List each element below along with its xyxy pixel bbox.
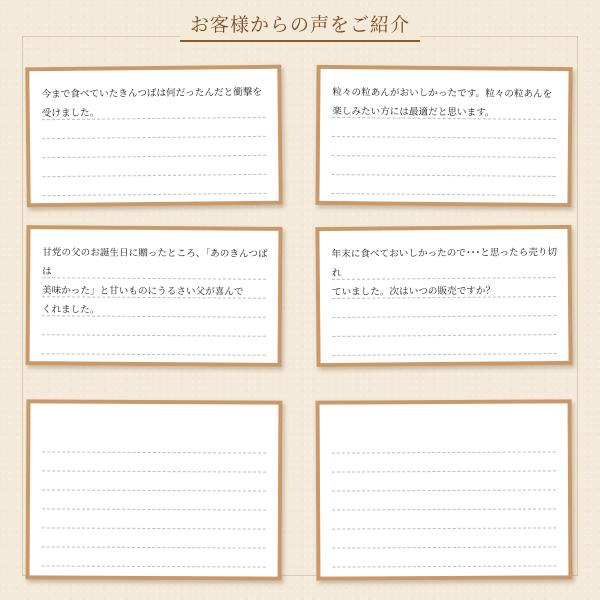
testimonial-card-1 (25, 65, 282, 208)
testimonial-text: 年末に食べておいしかったので･･･と思ったら売り切れ ていました。次はいつの販売ですか？ (331, 247, 558, 298)
ruled-lines (332, 433, 557, 564)
testimonial-card-6 (316, 399, 573, 580)
ruled-lines (42, 433, 267, 564)
testimonial-text: 粒々の粒あんがおいしかったです。粒々の粒あんを 楽しみたい方には最適だと思います。 (332, 87, 553, 119)
testimonial-text (42, 417, 270, 418)
testimonial-card-5 (26, 399, 283, 580)
section-title: お客様からの声をご紹介 (189, 14, 410, 36)
testimonial-text: 甘党の父のお誕生日に贈ったところ、「あのきんつばは 美味かった」と甘いものにうるさい父が喜んで くれました。 (41, 247, 268, 316)
title-underline (180, 40, 420, 42)
testimonial-card-4 (315, 225, 572, 367)
testimonial-card-2 (315, 65, 572, 207)
testimonial-text: 今まで食べていたきんつばは何だったんだと衝撃を 受けました。 (41, 86, 263, 120)
testimonial-text (332, 417, 560, 418)
testimonial-card-3 (26, 225, 283, 367)
section-header (180, 8, 420, 42)
